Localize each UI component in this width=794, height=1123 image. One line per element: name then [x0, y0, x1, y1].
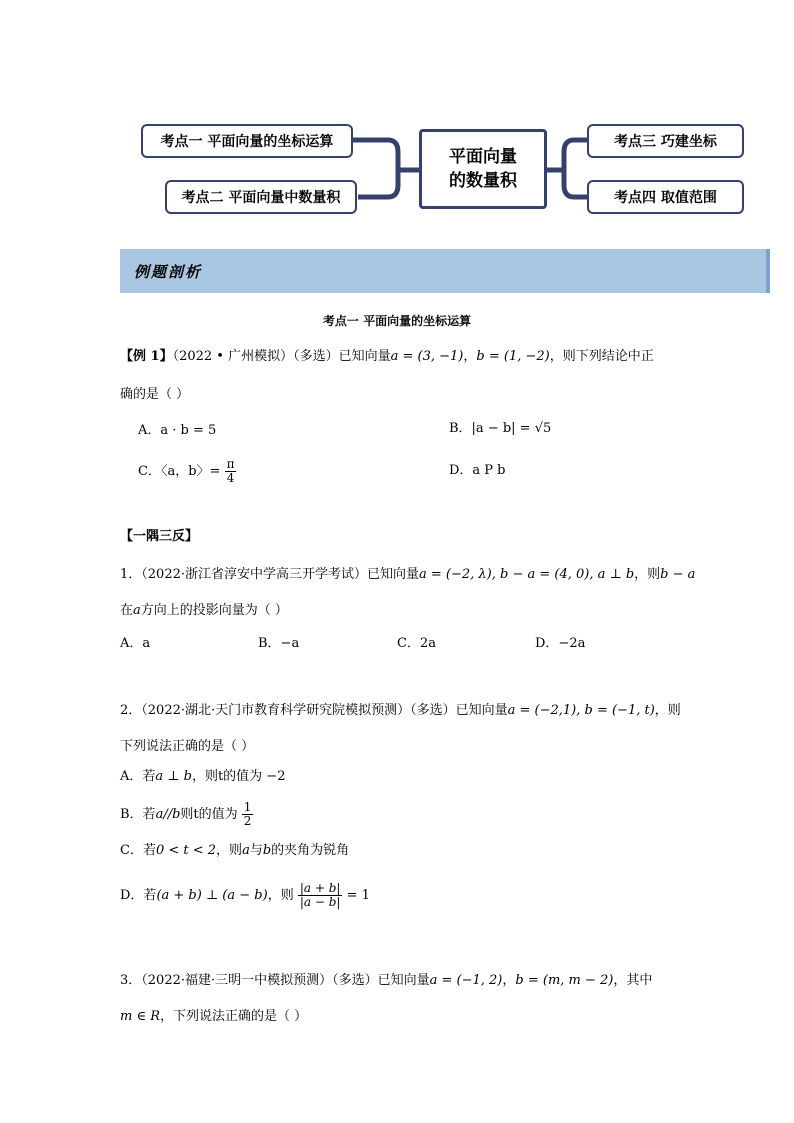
- q2-line1-math: a = (−2,1), b = (−1, t): [507, 703, 655, 718]
- connector-left: [352, 140, 420, 197]
- q3-line2-post: ，下列说法正确的是（ ）: [160, 1009, 308, 1024]
- example1-option-c-num: π: [226, 457, 235, 471]
- q2-option-d-math: (a + b) ⊥ (a − b): [156, 888, 268, 903]
- example1-option-c-den: 4: [226, 471, 235, 485]
- section-banner: [120, 249, 770, 293]
- q2-option-d-pre: D．若: [120, 888, 157, 903]
- q1-line1-pre: 1．（2022·浙江省淳安中学高三开学考试）已知向量: [120, 567, 419, 582]
- q3-line1-pre: 3．（2022·福建·三明一中模拟预测）（多选）已知向量: [120, 973, 430, 988]
- example1-line2: 确的是（ ）: [120, 387, 190, 402]
- mindmap-center-line2: 的数量积: [449, 171, 517, 191]
- section-banner-label: 例题剖析: [134, 263, 203, 281]
- example1-option-a: A．a · b = 5: [138, 423, 217, 438]
- q2-option-c-a: a: [242, 843, 250, 858]
- q2-line1-pre: 2．（2022·湖北·天门市教育科学研究院模拟预测）（多选）已知向量: [120, 703, 508, 718]
- mindmap-topic-1-label: 考点一 平面向量的坐标运算: [160, 134, 334, 150]
- q1-option-d: D．−2a: [535, 636, 586, 651]
- mindmap-topic-2-label: 考点二 平面向量中数量积: [181, 190, 341, 206]
- q1-line1-tail: b − a: [660, 567, 696, 582]
- mindmap-topic-4-label: 考点四 取值范围: [614, 190, 717, 206]
- example1-option-c: [138, 457, 236, 487]
- mindmap-topic-1: [141, 124, 353, 158]
- q2-option-d: [120, 878, 370, 914]
- mindmap-topic-3-label: 考点三 巧建坐标: [614, 134, 717, 150]
- q2-option-b-den: 2: [243, 814, 252, 828]
- q1-line2: [120, 602, 288, 620]
- example1-option-b: B．|a − b| = √5: [449, 421, 552, 436]
- q2-option-c-b: b: [262, 843, 272, 858]
- q2-line1: [120, 702, 681, 720]
- mindmap-center: [419, 129, 547, 209]
- q2-option-b-math: a//b: [155, 807, 181, 822]
- q3-line2-math: m ∈ R: [120, 1009, 161, 1024]
- mindmap-topic-4: [587, 180, 744, 214]
- q2-option-a-post: ，则t的值为 −2: [191, 769, 286, 784]
- q3-line1-math1: a = (−1, 2): [429, 973, 503, 988]
- mindmap-topic-3: [587, 124, 744, 158]
- q1-line2-post: 方向上的投影向量为（ ）: [140, 603, 288, 618]
- practice-header: 【一隅三反】: [120, 529, 199, 544]
- example1-stem-a: 已知向量: [338, 349, 391, 364]
- example1-vec-a: a = (3, −1): [390, 349, 464, 364]
- section1-title: 考点一 平面向量的坐标运算: [322, 314, 472, 328]
- q3-line1-sep: ，: [502, 973, 516, 988]
- connector-right: [546, 140, 588, 197]
- q2-option-b-post: 则t的值为: [180, 807, 238, 822]
- example1-option-c-fraction: [225, 458, 237, 485]
- q3-line1: [120, 972, 652, 990]
- q1-line1-post: ，则: [634, 567, 661, 582]
- q2-option-d-fraction: [298, 882, 343, 909]
- q2-option-c-post: 的夹角为锐角: [271, 843, 350, 858]
- q2-option-d-eq: = 1: [346, 888, 370, 903]
- q3-line1-post: ，其中: [613, 973, 653, 988]
- q1-option-a: A．a: [120, 636, 151, 651]
- q1-line2-pre: 在: [120, 603, 134, 618]
- q1-option-c: C．2a: [397, 636, 436, 651]
- q2-option-d-mid: ，则: [267, 888, 294, 903]
- q2-option-c: [120, 842, 349, 860]
- q1-line1-math: a = (−2, λ), b − a = (4, 0), a ⊥ b: [419, 567, 635, 582]
- example1-sep: ，: [463, 349, 477, 364]
- example1-source: （2022 • 广州模拟）（多选）: [172, 349, 339, 364]
- q2-option-c-pre: C．若: [120, 843, 156, 858]
- mindmap-topic-2: [165, 180, 357, 214]
- q3-line2: [120, 1008, 307, 1026]
- q2-option-b-pre: B．若: [120, 807, 156, 822]
- q2-option-a-math: a ⊥ b: [155, 769, 192, 784]
- q2-option-d-den: |a − b|: [299, 895, 341, 909]
- q2-line2: 下列说法正确的是（ ）: [120, 739, 255, 754]
- q2-option-b-num: 1: [243, 800, 252, 814]
- q2-option-d-num: |a + b|: [299, 881, 341, 895]
- q1-line2-a: a: [133, 603, 141, 618]
- q1-line1: [120, 566, 695, 584]
- q2-option-a-pre: A．若: [120, 769, 156, 784]
- example1-option-d: D．a P b: [449, 463, 506, 478]
- q1-option-b: B．−a: [258, 636, 300, 651]
- example1-vec-b: b = (1, −2): [476, 349, 550, 364]
- q2-option-a: [120, 768, 285, 786]
- q2-line1-post: ，则: [654, 703, 681, 718]
- q2-option-c-math: 0 < t < 2: [155, 843, 217, 858]
- q2-option-c-mid: ，则: [216, 843, 243, 858]
- mindmap-center-line1: 平面向量: [449, 147, 517, 167]
- example1-stem-b: ，则下列结论中正: [549, 349, 654, 364]
- example1-option-c-pre: C．〈a，b〉=: [138, 464, 221, 479]
- q3-line1-math2: b = (m, m − 2): [515, 973, 614, 988]
- q2-option-b: [120, 800, 253, 830]
- q2-option-b-fraction: [242, 801, 254, 828]
- example1-line1: [120, 348, 654, 366]
- example1-tag: 【例 1】: [120, 349, 173, 364]
- q2-option-c-with: 与: [249, 843, 263, 858]
